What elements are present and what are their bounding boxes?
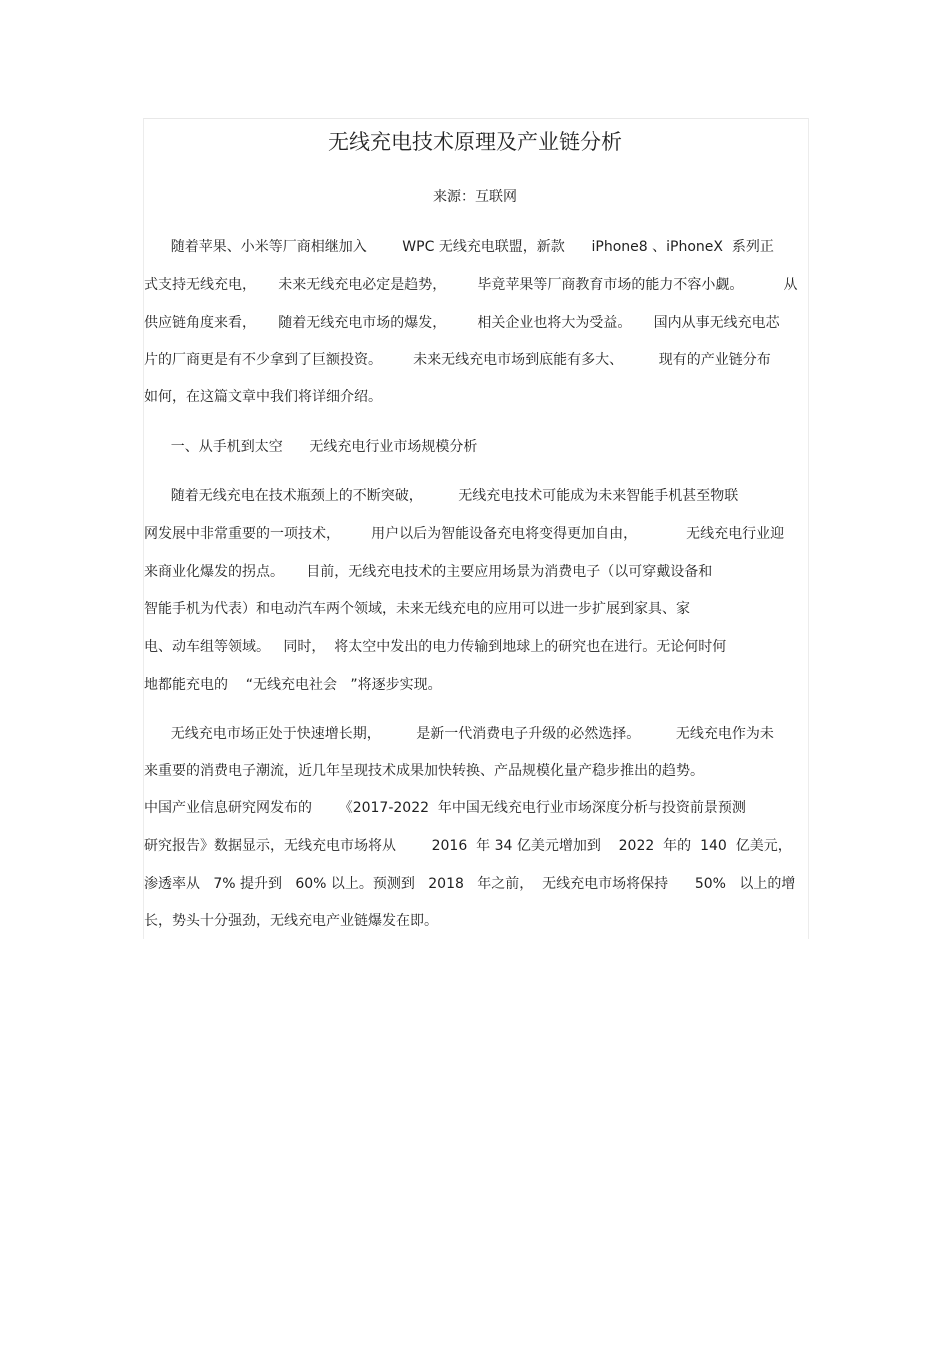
text-line: 随着苹果、小米等厂商相继加入 WPC 无线充电联盟，新款 iPhone8 、iPhoneX 系列正 bbox=[144, 239, 774, 255]
text-line: 电、动车组等领域。 同时， 将太空中发出的电力传输到地球上的研究也在进行。无论何时何 bbox=[144, 639, 727, 655]
text-line: 网发展中非常重要的一项技术， 用户以后为智能设备充电将变得更加自由， 无线充电行业迎 bbox=[144, 526, 785, 542]
text-line: 长，势头十分强劲，无线充电产业链爆发在即。 bbox=[144, 913, 438, 929]
text-line: 渗透率从 7% 提升到 60% 以上。预测到 2018 年之前， 无线充电市场将保持 50% 以上的增 bbox=[144, 876, 796, 892]
text-line: 来商业化爆发的拐点。 目前，无线充电技术的主要应用场景为消费电子（以可穿戴设备和 bbox=[144, 564, 713, 580]
text-line: 随着无线充电在技术瓶颈上的不断突破， 无线充电技术可能成为未来智能手机甚至物联 bbox=[144, 488, 739, 504]
document-title: 无线充电技术原理及产业链分析 bbox=[328, 130, 622, 154]
text-line: 供应链角度来看， 随着无线充电市场的爆发， 相关企业也将大为受益。 国内从事无线充电芯 bbox=[144, 315, 780, 331]
text-line: 地都能充电的 “无线充电社会 ”将逐步实现。 bbox=[144, 677, 442, 693]
text-line: 如何，在这篇文章中我们将详细介绍。 bbox=[144, 389, 382, 405]
text-line: 片的厂商更是有不少拿到了巨额投资。 未来无线充电市场到底能有多大、 现有的产业链分布 bbox=[144, 352, 771, 368]
text-line: 式支持无线充电， 未来无线充电必定是趋势， 毕竟苹果等厂商教育市场的能力不容小觑。 从 bbox=[144, 277, 798, 293]
section-heading: 一、从手机到太空 无线充电行业市场规模分析 bbox=[144, 439, 478, 455]
text-line: 来重要的消费电子潮流，近几年呈现技术成果加快转换、产品规模化量产稳步推出的趋势。 bbox=[144, 763, 704, 779]
text-line: 中国产业信息研究网发布的 《2017-2022 年中国无线充电行业市场深度分析与投资前景预测 bbox=[144, 800, 746, 816]
text-line: 无线充电市场正处于快速增长期， 是新一代消费电子升级的必然选择。 无线充电作为未 bbox=[144, 726, 774, 742]
text-line: 智能手机为代表）和电动汽车两个领域，未来无线充电的应用可以进一步扩展到家具、家 bbox=[144, 601, 690, 617]
text-line: 研究报告》数据显示，无线充电市场将从 2016 年 34 亿美元增加到 2022 年的 140 亿美元， bbox=[144, 838, 792, 854]
document-source: 来源：互联网 bbox=[433, 189, 517, 205]
